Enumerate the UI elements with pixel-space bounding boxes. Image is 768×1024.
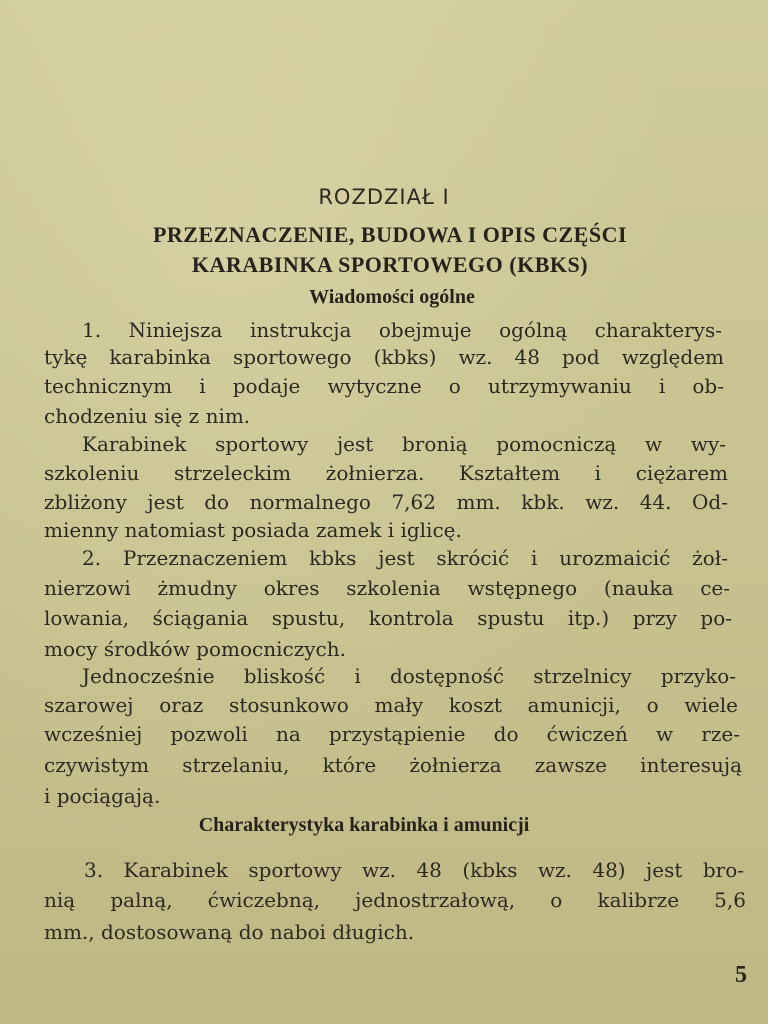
body-line: mm., dostosowaną do naboi długich. [44,920,415,944]
body-line: tykę karabinka sportowego (kbks) wz. 48 pod względem [44,345,724,369]
body-line: mocy środków pomocniczych. [44,637,346,661]
body-line: wcześniej pozwoli na przystąpienie do ćwiczeń w rze- [44,722,740,746]
body-line: 3. Karabinek sportowy wz. 48 (kbks wz. 48) jest bro- [84,858,744,882]
body-line: czywistym strzelaniu, które żołnierza zawsze interesują [44,753,742,777]
section-heading-characteristics: Charakterystyka karabinka i amunicji [198,814,530,836]
body-line: i pociągają. [44,784,161,808]
section-heading-general: Wiadomości ogólne [309,286,475,308]
body-line: Karabinek sportowy jest bronią pomocniczą w wy- [82,432,726,456]
body-line: lowania, ściągania spustu, kontrola spustu itp.) przy po- [44,606,732,630]
chapter-title-line-2: KARABINKA SPORTOWEGO (KBKS) [191,252,589,277]
body-line: 1. Niniejsza instrukcja obejmuje ogólną charakterys- [82,318,722,342]
body-line: chodzeniu się z nim. [44,404,251,428]
body-line: technicznym i podaje wytyczne o utrzymywaniu i ob- [44,374,724,398]
body-line: nierzowi żmudny okres szkolenia wstępnego (nauka ce- [44,576,730,600]
page-number: 5 [735,962,747,988]
body-line: mienny natomiast posiada zamek i iglicę. [44,518,462,542]
chapter-label: ROZDZIAŁ I [318,185,450,209]
body-line: 2. Przeznaczeniem kbks jest skrócić i urozmaicić żoł- [82,546,728,570]
body-line: szarowej oraz stosunkowo mały koszt amunicji, o wiele [44,693,738,717]
body-line: szkoleniu strzeleckim żołnierza. Kształtem i ciężarem [44,461,728,485]
body-line: zbliżony jest do normalnego 7,62 mm. kbk. wz. 44. Od- [44,490,728,514]
chapter-title-line-1: PRZEZNACZENIE, BUDOWA I OPIS CZĘŚCI [152,222,628,247]
body-line: Jednocześnie bliskość i dostępność strzelnicy przyko- [82,664,736,688]
body-line: nią palną, ćwiczebną, jednostrzałową, o kalibrze 5,6 [44,888,746,912]
